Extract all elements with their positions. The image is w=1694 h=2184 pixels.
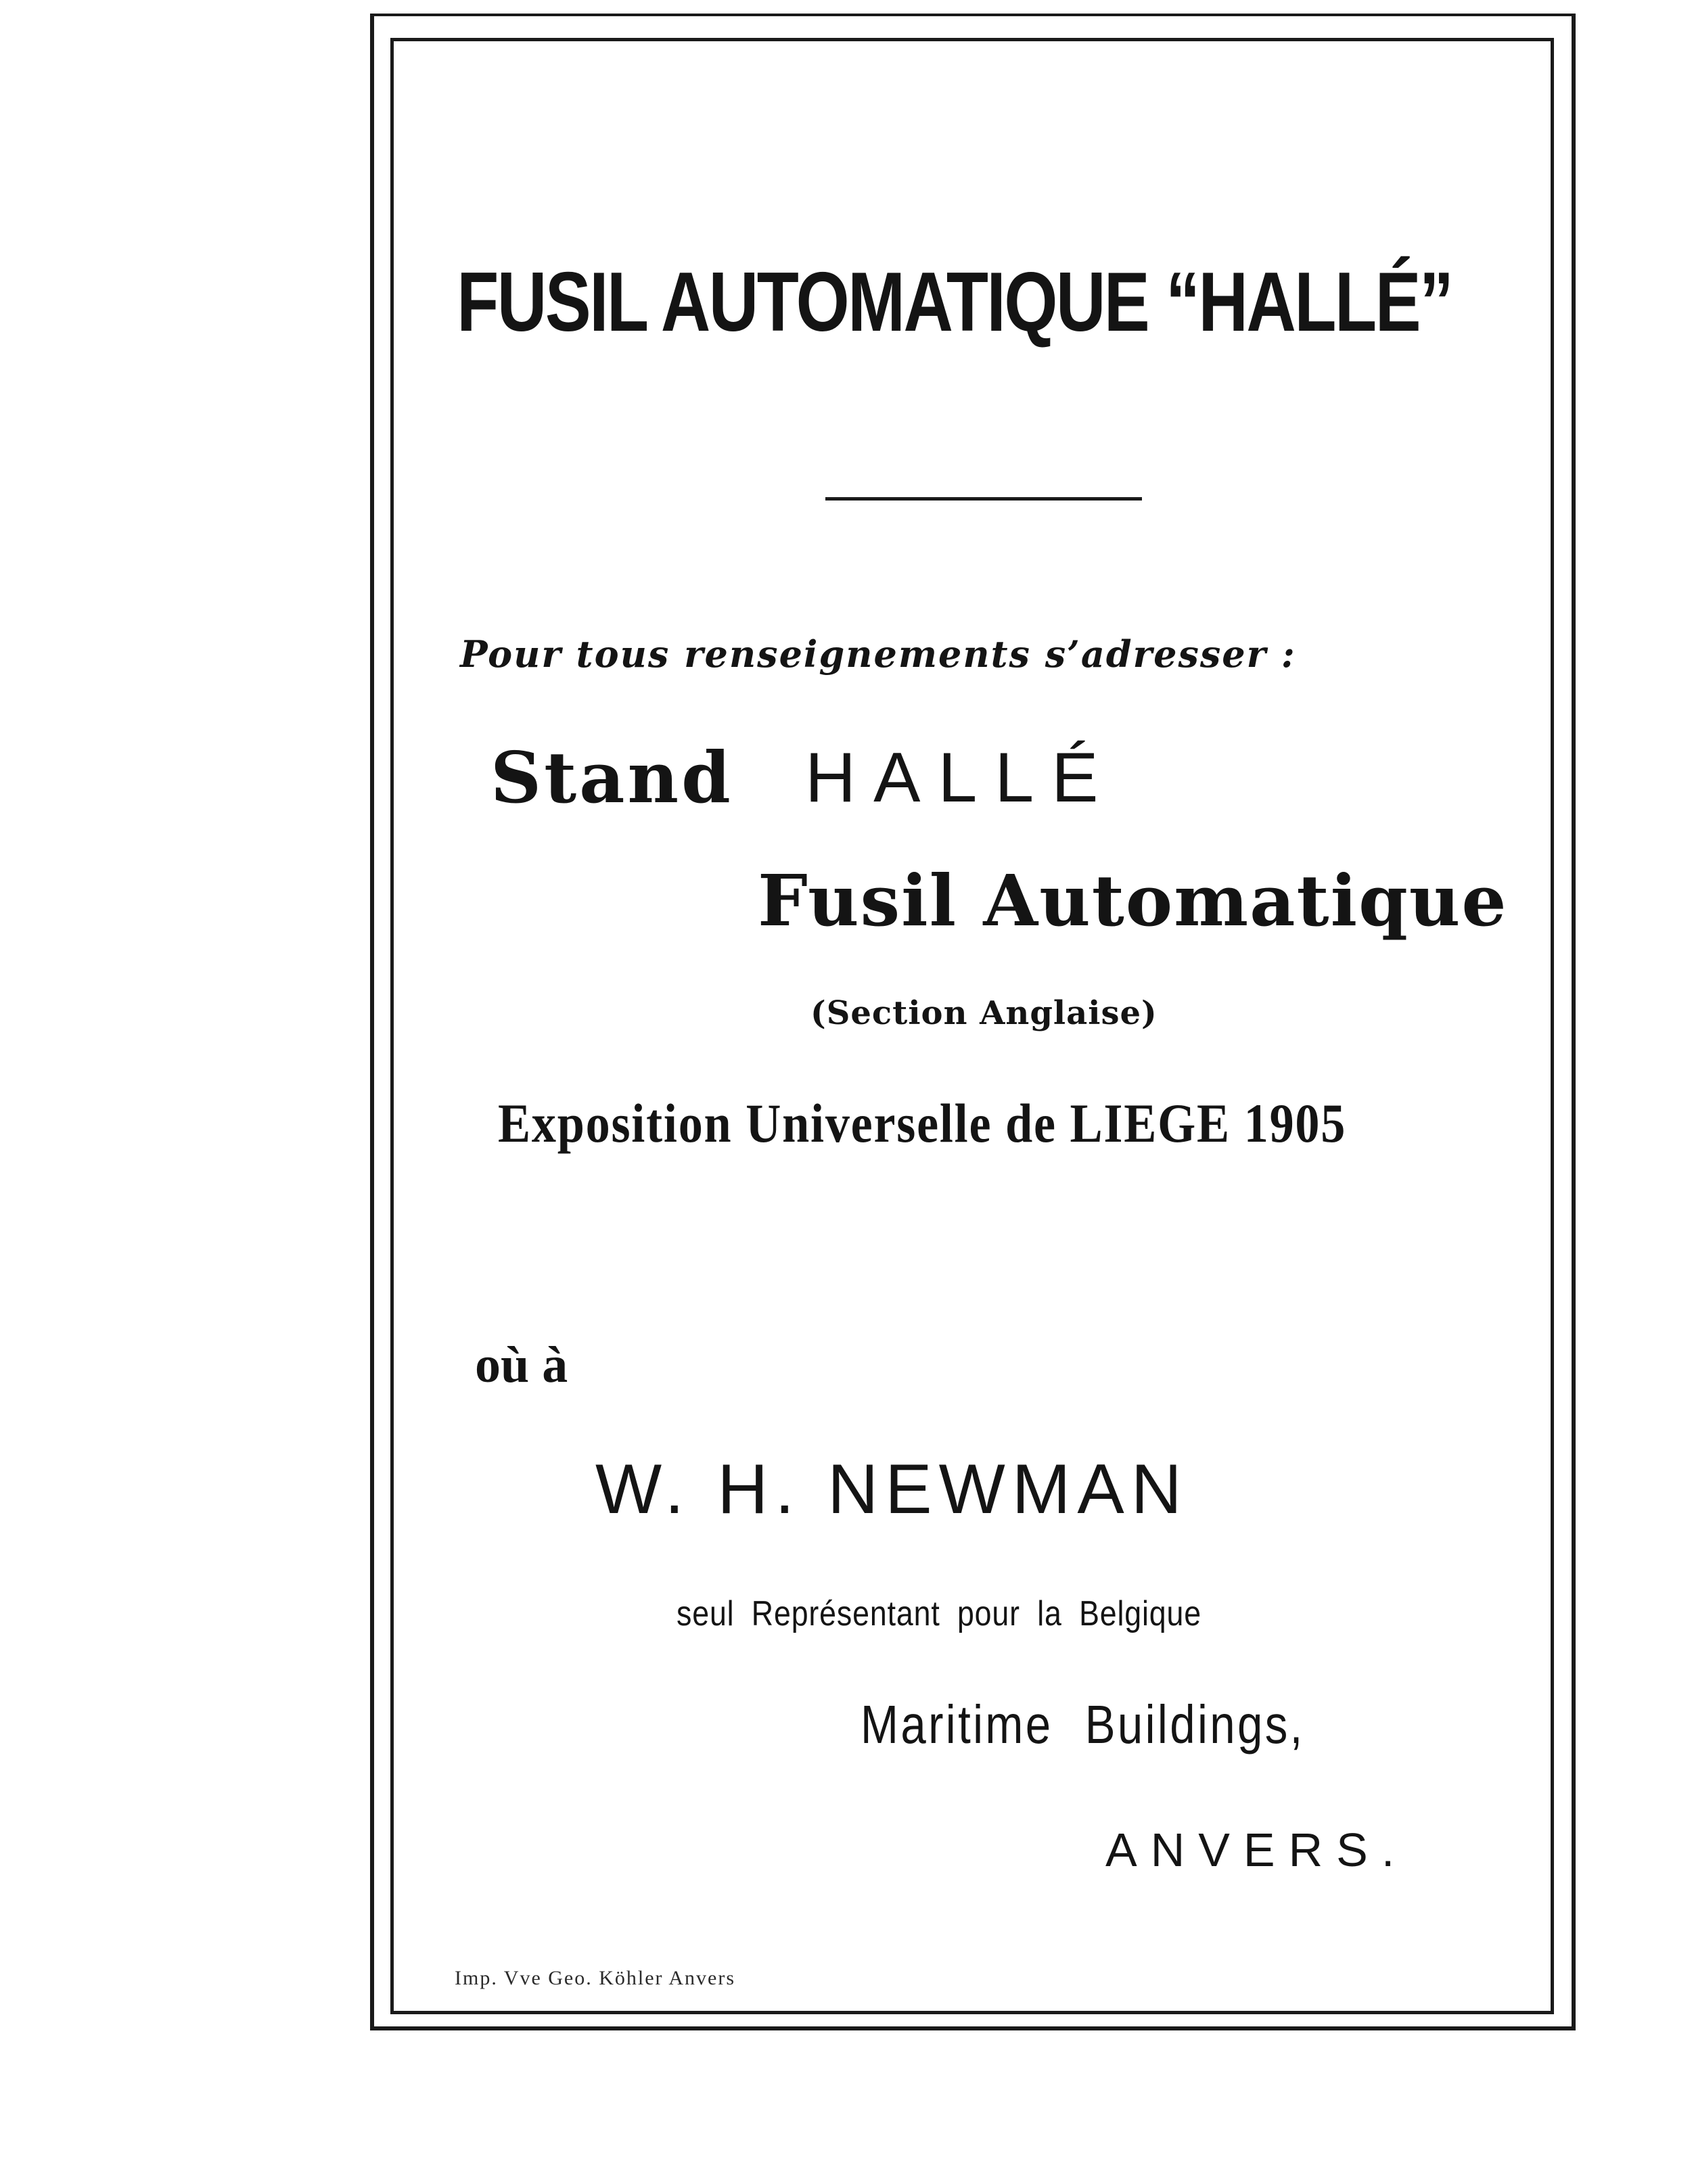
- page-title: FUSIL AUTOMATIQUE “HALLÉ”: [457, 256, 1452, 349]
- alternative-connector: où à: [475, 1337, 568, 1393]
- representative-name: W. H. NEWMAN: [595, 1450, 1189, 1529]
- title-divider-rule: [825, 497, 1142, 501]
- product-name: Fusil Automatique: [758, 859, 1508, 942]
- stand-name: HALLÉ: [805, 739, 1116, 817]
- inquiry-line: Pour tous renseignements s’adresser :: [460, 632, 1296, 676]
- address-line: Maritime Buildings,: [861, 1694, 1305, 1755]
- section-note: (Section Anglaise): [810, 994, 1158, 1032]
- exhibition-line: Exposition Universelle de LIEGE 1905: [498, 1092, 1347, 1154]
- printer-credit: Imp. Vve Geo. Köhler Anvers: [455, 1967, 736, 1989]
- address-city: ANVERS.: [1105, 1823, 1409, 1876]
- stand-label: Stand: [490, 736, 733, 819]
- representative-role: seul Représentant pour la Belgique: [677, 1594, 1202, 1633]
